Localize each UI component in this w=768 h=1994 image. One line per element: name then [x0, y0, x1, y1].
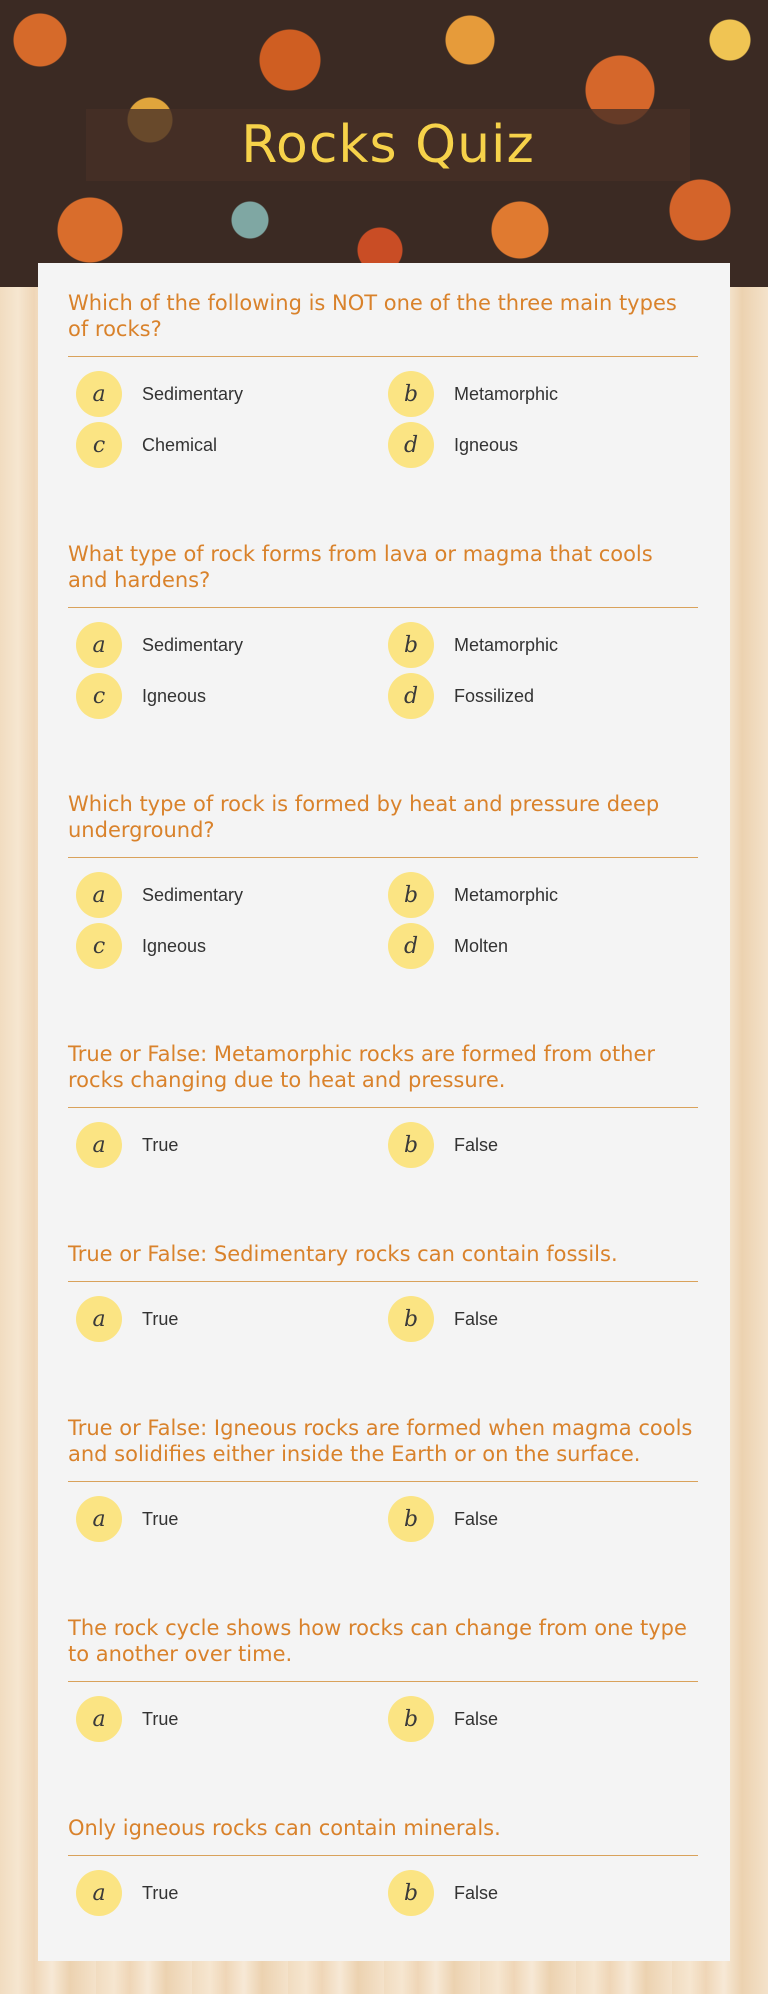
option-b[interactable]: [380, 371, 692, 417]
option-label: False: [454, 1134, 499, 1155]
question-text: Which of the following is NOT one of the three main types of rocks?: [68, 290, 698, 357]
question-3: [68, 791, 698, 969]
option-label: Sedimentary: [142, 884, 244, 905]
option-label: Molten: [454, 935, 509, 956]
quiz-card: [38, 263, 730, 1961]
option-b[interactable]: [380, 1296, 692, 1342]
option-a[interactable]: [68, 1870, 380, 1916]
answer-options: [68, 1296, 698, 1342]
option-letter-badge: b: [388, 872, 434, 918]
option-label: True: [142, 1708, 179, 1729]
title-band: [86, 109, 690, 181]
option-label: Metamorphic: [454, 634, 559, 655]
option-c[interactable]: [68, 923, 380, 969]
option-letter-badge: a: [76, 1296, 122, 1342]
option-letter-badge: b: [388, 1870, 434, 1916]
answer-options: [68, 872, 698, 969]
option-letter-badge: a: [76, 1496, 122, 1542]
question-text: True or False: Igneous rocks are formed when magma cools and solidifies either inside the Earth or on the surface.: [68, 1415, 698, 1482]
question-8: [68, 1815, 698, 1916]
question-7: [68, 1615, 698, 1742]
option-label: False: [454, 1708, 499, 1729]
option-letter-badge: d: [388, 923, 434, 969]
answer-options: [68, 371, 698, 468]
option-letter-badge: c: [76, 422, 122, 468]
option-b[interactable]: [380, 1696, 692, 1742]
option-letter-badge: d: [388, 422, 434, 468]
question-text: What type of rock forms from lava or magma that cools and hardens?: [68, 541, 698, 608]
option-label: False: [454, 1508, 499, 1529]
option-c[interactable]: [68, 673, 380, 719]
option-d[interactable]: [380, 422, 692, 468]
question-6: [68, 1415, 698, 1542]
option-letter-badge: b: [388, 1122, 434, 1168]
page-title: Rocks Quiz: [241, 115, 535, 175]
option-letter-badge: a: [76, 371, 122, 417]
question-4: [68, 1041, 698, 1168]
option-label: Igneous: [454, 434, 519, 455]
option-a[interactable]: [68, 872, 380, 918]
question-5: [68, 1241, 698, 1342]
option-b[interactable]: [380, 872, 692, 918]
option-a[interactable]: [68, 622, 380, 668]
option-letter-badge: a: [76, 1122, 122, 1168]
option-label: False: [454, 1882, 499, 1903]
option-a[interactable]: [68, 1296, 380, 1342]
option-a[interactable]: [68, 1122, 380, 1168]
option-letter-badge: b: [388, 1696, 434, 1742]
answer-options: [68, 1496, 698, 1542]
option-letter-badge: b: [388, 1496, 434, 1542]
question-text: True or False: Metamorphic rocks are formed from other rocks changing due to heat and pressure.: [68, 1041, 698, 1108]
option-label: Igneous: [142, 935, 207, 956]
autumn-header-banner: [0, 0, 768, 287]
question-2: [68, 541, 698, 719]
option-b[interactable]: [380, 622, 692, 668]
question-text: The rock cycle shows how rocks can change from one type to another over time.: [68, 1615, 698, 1682]
option-label: Chemical: [142, 434, 218, 455]
option-letter-badge: c: [76, 673, 122, 719]
answer-options: [68, 1122, 698, 1168]
option-label: Sedimentary: [142, 634, 244, 655]
option-letter-badge: b: [388, 1296, 434, 1342]
option-letter-badge: b: [388, 622, 434, 668]
option-label: True: [142, 1882, 179, 1903]
answer-options: [68, 622, 698, 719]
option-letter-badge: a: [76, 1870, 122, 1916]
option-label: True: [142, 1134, 179, 1155]
option-letter-badge: a: [76, 1696, 122, 1742]
option-label: Fossilized: [454, 685, 535, 706]
option-letter-badge: d: [388, 673, 434, 719]
answer-options: [68, 1870, 698, 1916]
option-label: Metamorphic: [454, 884, 559, 905]
option-b[interactable]: [380, 1122, 692, 1168]
question-1: [68, 290, 698, 468]
option-label: True: [142, 1508, 179, 1529]
option-letter-badge: a: [76, 872, 122, 918]
option-c[interactable]: [68, 422, 380, 468]
answer-options: [68, 1696, 698, 1742]
option-letter-badge: c: [76, 923, 122, 969]
option-b[interactable]: [380, 1496, 692, 1542]
option-a[interactable]: [68, 1496, 380, 1542]
option-label: False: [454, 1308, 499, 1329]
option-letter-badge: a: [76, 622, 122, 668]
option-letter-badge: b: [388, 371, 434, 417]
question-text: True or False: Sedimentary rocks can contain fossils.: [68, 1241, 698, 1282]
option-a[interactable]: [68, 1696, 380, 1742]
question-text: Which type of rock is formed by heat and pressure deep underground?: [68, 791, 698, 858]
question-text: Only igneous rocks can contain minerals.: [68, 1815, 698, 1856]
option-a[interactable]: [68, 371, 380, 417]
option-d[interactable]: [380, 923, 692, 969]
option-label: Metamorphic: [454, 383, 559, 404]
option-label: Igneous: [142, 685, 207, 706]
option-label: True: [142, 1308, 179, 1329]
option-label: Sedimentary: [142, 383, 244, 404]
option-b[interactable]: [380, 1870, 692, 1916]
option-d[interactable]: [380, 673, 692, 719]
